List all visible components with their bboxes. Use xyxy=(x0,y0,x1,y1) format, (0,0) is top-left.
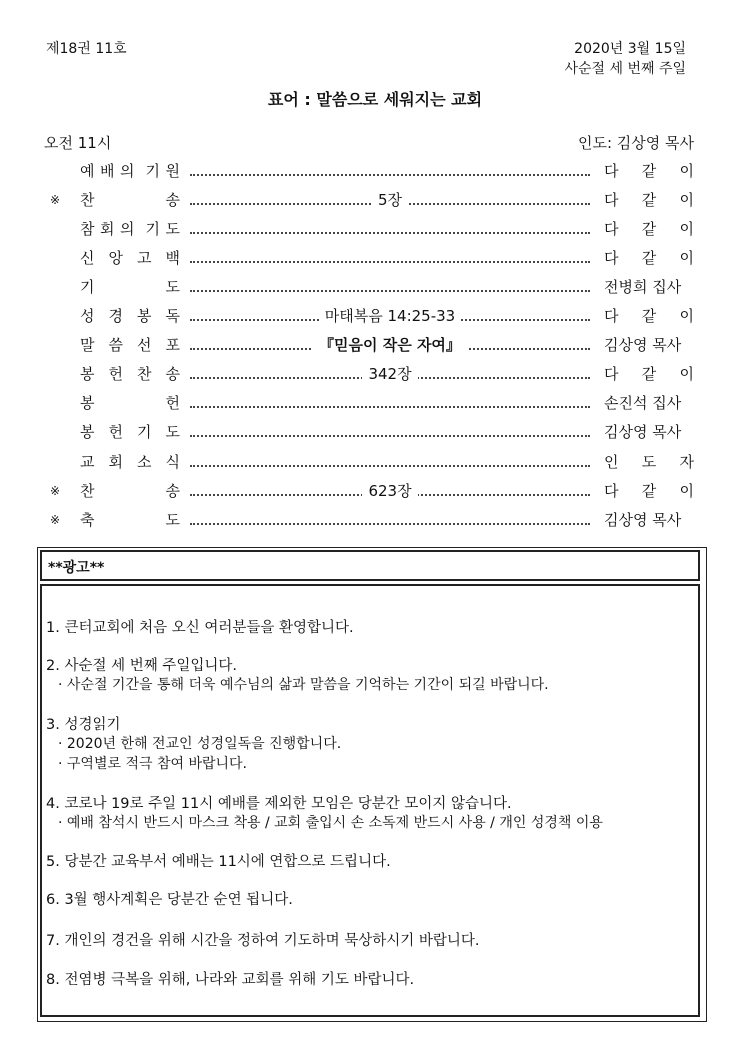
order-label-char: 원 xyxy=(165,162,180,180)
order-responsible-part: 이 xyxy=(679,482,694,500)
order-row xyxy=(44,392,694,414)
order-label-char: 봉 xyxy=(80,394,95,412)
order-responsible xyxy=(604,421,694,443)
order-responsible-part: 김상영 목사 xyxy=(604,511,682,529)
order-label xyxy=(80,247,180,269)
order-label-char: 배 xyxy=(100,162,115,180)
order-label xyxy=(80,276,180,298)
order-responsible-part: 이 xyxy=(679,220,694,238)
order-label xyxy=(80,480,180,502)
announcement-subitem: · 예배 참석시 반드시 마스크 착용 / 교회 출입시 손 소독제 반드시 사용 / 개인 성경책 이용 xyxy=(58,815,603,831)
leader-dots xyxy=(190,290,590,292)
order-label-char: 기 xyxy=(145,162,160,180)
order-label-char: 도 xyxy=(165,220,180,238)
order-responsible xyxy=(604,480,694,502)
order-label-char: 헌 xyxy=(108,423,123,441)
leader-dots xyxy=(190,174,590,176)
order-responsible-part: 자 xyxy=(679,453,694,471)
leader-dots xyxy=(190,465,590,467)
order-row xyxy=(44,363,694,385)
order-responsible xyxy=(604,305,694,327)
announcement-item: 8. 전염병 극복을 위해, 나라와 교회를 위해 기도 바랍니다. xyxy=(46,972,415,988)
order-label-char: 경 xyxy=(108,307,123,325)
order-label-char: 축 xyxy=(80,511,95,529)
order-responsible xyxy=(604,451,694,473)
service-time: 오전 11시 xyxy=(44,134,112,152)
order-label-char: 의 xyxy=(120,220,135,238)
order-label-char: 예 xyxy=(80,162,95,180)
announcement-item: 7. 개인의 경건을 위해 시간을 정하여 기도하며 묵상하시기 바랍니다. xyxy=(46,933,480,949)
order-responsible xyxy=(604,247,694,269)
order-responsible xyxy=(604,334,694,356)
order-label-char: 봉 xyxy=(80,365,95,383)
order-detail-wrap xyxy=(190,363,590,385)
order-label xyxy=(80,189,180,211)
order-row xyxy=(44,421,694,443)
order-label-char: 식 xyxy=(165,453,180,471)
bulletin-date: 2020년 3월 15일 xyxy=(574,41,686,57)
order-label xyxy=(80,451,180,473)
announcement-heading: **광고** xyxy=(48,560,105,576)
order-row xyxy=(44,480,694,502)
order-row xyxy=(44,160,694,182)
order-label-char: 씀 xyxy=(108,336,123,354)
order-responsible-part: 다 xyxy=(604,162,619,180)
order-label xyxy=(80,392,180,414)
order-responsible-part: 인 xyxy=(604,453,619,471)
order-label-char: 찬 xyxy=(80,191,95,209)
announcement-header xyxy=(40,550,700,581)
order-responsible-part: 같 xyxy=(641,249,657,267)
order-detail: 342장 xyxy=(362,365,417,383)
order-label xyxy=(80,305,180,327)
order-row xyxy=(44,451,694,473)
leader-dots xyxy=(190,435,590,437)
order-responsible-part: 다 xyxy=(604,365,619,383)
order-label-char: 독 xyxy=(165,307,180,325)
order-responsible-part: 같 xyxy=(641,220,657,238)
order-responsible-part: 같 xyxy=(641,482,657,500)
order-responsible-part: 이 xyxy=(679,249,694,267)
order-responsible-part: 같 xyxy=(641,307,657,325)
announcement-subitem: · 사순절 기간을 통해 더욱 예수님의 삶과 말씀을 기억하는 기간이 되길 바랍니다. xyxy=(58,677,549,693)
order-label-char: 백 xyxy=(165,249,180,267)
order-detail: 마태복음 14:25-33 xyxy=(319,307,461,325)
order-label-char: 송 xyxy=(165,191,180,209)
page-title: 표어 : 말씀으로 세워지는 교회 xyxy=(267,90,483,109)
order-label-char: 기 xyxy=(80,278,95,296)
order-detail-wrap xyxy=(190,334,590,356)
order-label-char: 송 xyxy=(165,365,180,383)
order-responsible-part: 이 xyxy=(679,307,694,325)
standing-mark: ※ xyxy=(50,193,61,207)
order-detail-wrap xyxy=(190,305,590,327)
order-label-char: 참 xyxy=(80,220,95,238)
order-label-char: 소 xyxy=(137,453,152,471)
leader-dots xyxy=(190,406,590,408)
order-label-char: 찬 xyxy=(137,365,152,383)
order-responsible xyxy=(604,160,694,182)
order-label-char: 교 xyxy=(80,453,95,471)
order-label-char: 헌 xyxy=(165,394,180,412)
order-row xyxy=(44,218,694,240)
order-row xyxy=(44,276,694,298)
order-label-char: 봉 xyxy=(137,307,152,325)
order-label xyxy=(80,421,180,443)
order-label-char: 의 xyxy=(120,162,135,180)
order-responsible-part: 다 xyxy=(604,307,619,325)
order-detail-wrap xyxy=(190,189,590,211)
order-label xyxy=(80,334,180,356)
announcement-item: 3. 성경읽기 xyxy=(46,717,121,733)
order-label-char: 송 xyxy=(165,482,180,500)
order-responsible-part: 같 xyxy=(641,365,657,383)
order-label-char: 선 xyxy=(137,336,152,354)
order-label-char: 찬 xyxy=(80,482,95,500)
order-responsible-part: 이 xyxy=(679,162,694,180)
order-label-char: 봉 xyxy=(80,423,95,441)
order-responsible-part: 같 xyxy=(641,191,657,209)
order-label-char: 기 xyxy=(145,220,160,238)
leader-dots xyxy=(190,523,590,525)
order-responsible-part: 다 xyxy=(604,249,619,267)
order-responsible-part: 김상영 목사 xyxy=(604,336,682,354)
order-responsible-part: 김상영 목사 xyxy=(604,423,682,441)
standing-mark: ※ xyxy=(50,513,61,527)
order-label-char: 포 xyxy=(165,336,180,354)
order-responsible-part: 이 xyxy=(679,191,694,209)
order-row xyxy=(44,509,694,531)
order-responsible-part: 손진석 집사 xyxy=(604,394,682,412)
order-label-char: 헌 xyxy=(108,365,123,383)
order-label xyxy=(80,218,180,240)
announcement-item: 1. 큰터교회에 처음 오신 여러분들을 환영합니다. xyxy=(46,620,354,636)
order-row xyxy=(44,247,694,269)
order-responsible xyxy=(604,509,694,531)
order-label-char: 도 xyxy=(165,423,180,441)
liturgical-week: 사순절 세 번째 주일 xyxy=(564,61,686,77)
service-leader: 인도: 김상영 목사 xyxy=(577,134,694,152)
order-detail: 『믿음이 작은 자여』 xyxy=(313,336,467,354)
order-label-char: 회 xyxy=(100,220,115,238)
order-label-char: 도 xyxy=(165,278,180,296)
announcement-item: 4. 코로나 19로 주일 11시 예배를 제외한 모임은 당분간 모이지 않습니다. xyxy=(46,796,512,812)
order-detail: 623장 xyxy=(362,482,417,500)
order-label-char: 성 xyxy=(80,307,95,325)
standing-mark: ※ xyxy=(50,484,61,498)
order-responsible xyxy=(604,363,694,385)
order-responsible xyxy=(604,189,694,211)
order-responsible-part: 다 xyxy=(604,191,619,209)
order-label xyxy=(80,160,180,182)
order-label-char: 앙 xyxy=(108,249,123,267)
order-row xyxy=(44,334,694,356)
announcement-subitem: · 2020년 한해 전교인 성경일독을 진행합니다. xyxy=(58,736,342,752)
order-row xyxy=(44,305,694,327)
order-responsible xyxy=(604,392,694,414)
order-responsible-part: 전병희 집사 xyxy=(604,278,682,296)
order-detail: 5장 xyxy=(372,191,408,209)
volume-number: 제18권 11호 xyxy=(46,41,127,57)
order-responsible-part: 다 xyxy=(604,220,619,238)
announcement-item: 2. 사순절 세 번째 주일입니다. xyxy=(46,658,237,674)
order-responsible-part: 도 xyxy=(641,453,657,471)
order-label xyxy=(80,509,180,531)
announcement-item: 5. 당분간 교육부서 예배는 11시에 연합으로 드립니다. xyxy=(46,854,391,870)
order-label-char: 회 xyxy=(108,453,123,471)
order-row xyxy=(44,189,694,211)
order-responsible-part: 다 xyxy=(604,482,619,500)
order-responsible xyxy=(604,218,694,240)
order-label-char: 도 xyxy=(165,511,180,529)
order-label-char: 말 xyxy=(80,336,95,354)
order-label-char: 신 xyxy=(80,249,95,267)
announcement-subitem: · 구역별로 적극 참여 바랍니다. xyxy=(58,756,247,772)
leader-dots xyxy=(190,232,590,234)
leader-dots xyxy=(190,261,590,263)
announcement-item: 6. 3월 행사계획은 당분간 순연 됩니다. xyxy=(46,892,293,908)
order-responsible xyxy=(604,276,694,298)
order-label-char: 고 xyxy=(137,249,152,267)
order-label-char: 기 xyxy=(137,423,152,441)
order-responsible-part: 같 xyxy=(641,162,657,180)
order-detail-wrap xyxy=(190,480,590,502)
order-responsible-part: 이 xyxy=(679,365,694,383)
order-label xyxy=(80,363,180,385)
